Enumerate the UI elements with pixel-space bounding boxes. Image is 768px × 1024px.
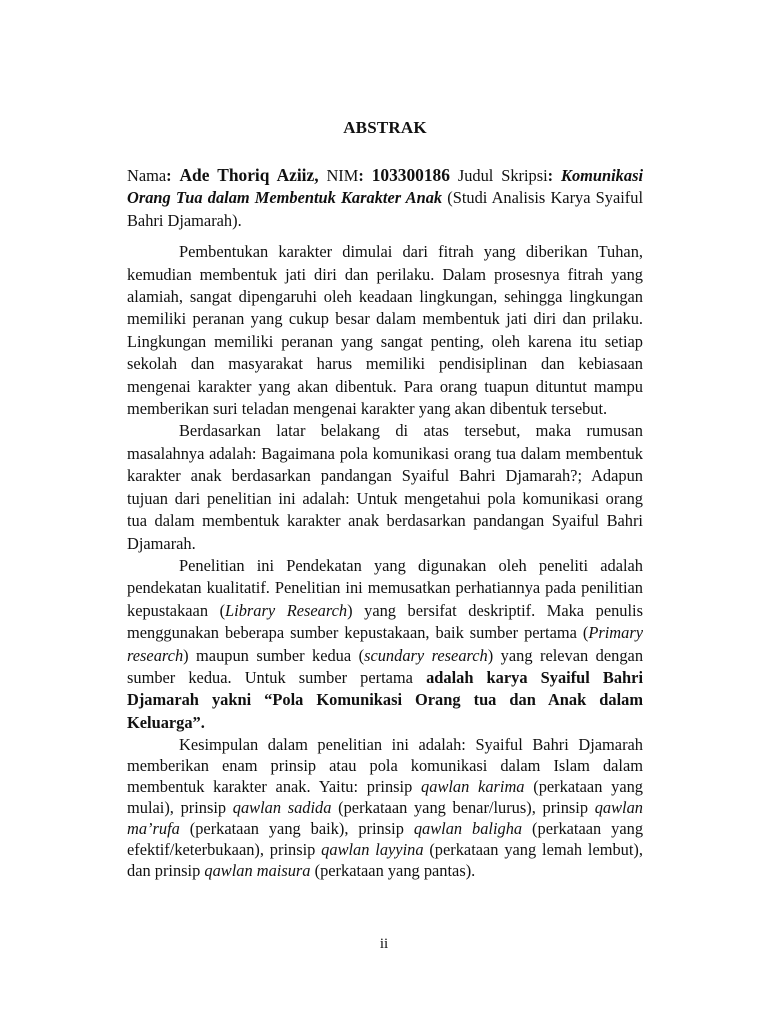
conclusion-text-1: Kesimpulan dalam penelitian ini adalah: Syaiful Bahri Djamarah memberikan enam prinsip atau pola komunikasi dalam Islam dalam membentuk karakter anak. Yaitu: prinsip [127,735,643,797]
principle-marufa: qawlan ma’rufa [127,798,643,839]
principle-baligha: qawlan baligha [413,819,523,839]
method-italic-primary-research: Primary research [127,623,643,665]
conclusion-text-6: (perkataan yang lemah lembut), dan prinsip [127,840,643,881]
conclusion-text-5: (perkataan yang efektif/keterbukaan), prinsip [127,819,644,860]
principle-maisura: qawlan maisura [204,861,311,881]
method-text-3: ) maupun sumber kedua ( [183,645,365,665]
paragraph-problem: Berdasarkan latar belakang di atas tersebut, maka rumusan masalahnya adalah: Bagaimana pola komunikasi orang tua dalam membentuk karakter anak berdasarkan pandangan Syaiful Bahri Djamarah?; Adapun tujuan dari penelitian ini adalah: Untuk mengetahui pola komunikasi orang tua dalam membentuk karakter anak berdasarkan pandangan Syaiful Bahri Djamarah. [127,421,643,553]
thesis-title: Komunikasi Orang Tua dalam Membentuk Karakter Anak [127,166,644,208]
paragraph-method [127,555,643,734]
method-text-2: ) yang bersifat deskriptif. Maka penulis menggunakan beberapa sumber kepustakaan, baik sumber pertama ( [127,600,643,643]
method-bold-source: adalah karya Syaiful Bahri Djamarah yakni “Pola Komunikasi Orang tua dan Anak dalam Keluarga”. [127,667,644,732]
principle-layyina: qawlan layyina [321,840,424,860]
judul-colon: : [547,166,554,185]
paragraph-background: Pembentukan karakter dimulai dari fitrah yang diberikan Tuhan, kemudian membentuk jati diri dan perilaku. Dalam prosesnya fitrah yang alamiah, sangat dipengaruhi oleh keadaan lingkungan, sehingga lingkungan memiliki peranan yang cukup besar dalam membentuk jati diri dan prilaku. Lingkungan memiliki peranan yang sangat penting, oleh karena itu setiap sekolah dan masyarakat harus memiliki pendisiplinan dan kebiasaan mengenai karakter yang akan dibentuk. Para orang tuapun dituntut mampu memberikan suri teladan mengenai karakter yang akan dibentuk tersebut. [127,242,643,419]
method-italic-secondary-research: scundary research [364,645,488,665]
conclusion-text-7: (perkataan yang pantas). [310,861,476,881]
thesis-subtitle: (Studi Analisis Karya Syaiful Bahri Djamarah). [127,188,643,230]
nim-colon: : [358,166,364,185]
conclusion-text-2: (perkataan yang mulai), prinsip [127,777,643,818]
identity-paragraph [127,164,643,232]
page-number: ii [379,936,389,952]
principle-karima: qawlan karima [421,777,525,797]
name-colon: : [166,166,172,185]
conclusion-text-4: (perkataan yang baik), prinsip [179,819,414,839]
paragraph-conclusion [127,734,643,881]
judul-label: Judul Skripsi [457,166,548,185]
method-text-4: ) yang relevan dengan sumber kedua. Untuk sumber pertama [127,645,644,687]
principle-sadida: qawlan sadida [232,798,332,818]
name-label: Nama [127,166,167,185]
conclusion-text-3: (perkataan yang benar/lurus), prinsip [331,798,595,818]
author-name: Ade Thoriq Aziiz, [179,165,319,185]
abstract-title: ABSTRAK [343,118,427,137]
nim-value: 103300186 [371,165,450,185]
method-text-1: Penelitian ini Pendekatan yang digunakan oleh peneliti adalah pendekatan kualitatif. Penelitian ini memusatkan perhatiannya pada penilitian kepustakaan ( [127,555,643,620]
document-page [127,118,643,881]
method-italic-library-research: Library Research [225,600,348,620]
nim-label: NIM [326,166,359,185]
